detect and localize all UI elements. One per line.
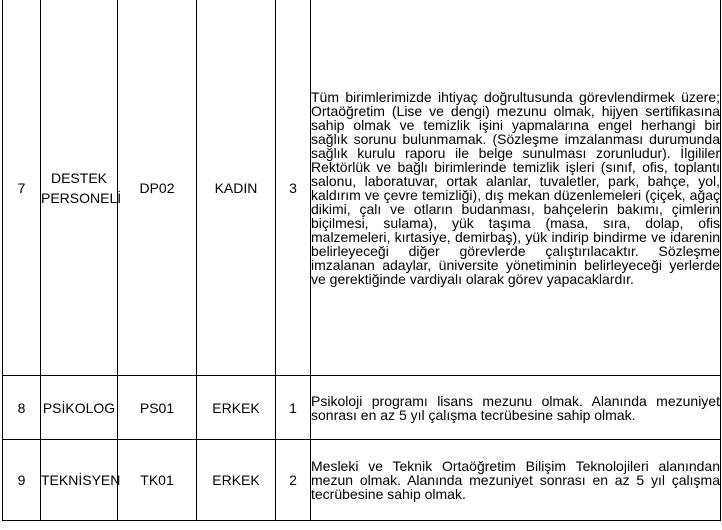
gender: KADIN xyxy=(197,0,276,376)
gender: ERKEK xyxy=(197,376,276,440)
position-count: 3 xyxy=(276,0,311,376)
table-row xyxy=(3,440,721,521)
qualification-description: Mesleki ve Teknik Ortaöğretim Bilişim Teknolojileri alanından mezun olmak. Alanında mezuniyet sonrası en az 5 yıl çalışma tecrübesine sahip olmak. xyxy=(311,440,721,521)
qualification-description: Psikoloji programı lisans mezunu olmak. Alanında mezuniyet sonrası en az 5 yıl çalışma tecrübesine sahip olmak. xyxy=(311,376,721,440)
position-code: DP02 xyxy=(118,0,197,376)
row-number: 8 xyxy=(3,376,41,440)
table-row xyxy=(3,376,721,440)
position-count: 2 xyxy=(276,440,311,521)
positions-table xyxy=(2,0,721,521)
unit-name xyxy=(41,0,122,376)
unit-name: TEKNİSYEN xyxy=(41,440,118,521)
qualification-description: Tüm birimlerimizde ihtiyaç doğrultusunda görevlendirmek üzere; Ortaöğretim (Lise ve dengi) mezunu olmak, hijyen sertifikasına sahip olmak ve temizlik işini yapmalarına engel herhangi bir sağlık sorunu bulunmamak. (Sözleşme imzalanması durumunda sağlık kurulu raporu ile belge sunulması zorunludur). İlgililer Rektörlük ve bağlı birimlerinde temizlik işleri (sınıf, ofis, toplantı salonu, laboratuvar, ortak alanlar, tuvaletler, park, bahçe, yol, kaldırım ve çevre temizliği), dış mekan düzenlemeleri (çiçek, ağaç dikimi, çalı ve otların budanması, bahçelerin bakımı, çimlerin biçilmesi, sulama), yük taşıma (masa, sıra, dolap, ofis malzemeleri, kırtasiye, demirbaş), yük indirip bindirme ve idarenin belirleyeceği diğer görevlerde çalıştırılacaktır. Sözleşme imzalanan adaylar, üniversite yönetiminin belirleyeceği yerlerde ve gerektiğinde vardiyalı olarak görev yapacaklardır. xyxy=(311,0,721,376)
row-number: 9 xyxy=(3,440,41,521)
position-code: TK01 xyxy=(118,440,197,521)
unit-name: PSİKOLOG xyxy=(41,376,118,440)
table-row xyxy=(3,0,721,376)
unit-name-line-2: PERSONELİ xyxy=(41,189,122,206)
row-number: 7 xyxy=(3,0,41,376)
unit-name-line-1: DESTEK xyxy=(50,169,107,186)
position-code: PS01 xyxy=(118,376,197,440)
position-count: 1 xyxy=(276,376,311,440)
gender: ERKEK xyxy=(197,440,276,521)
